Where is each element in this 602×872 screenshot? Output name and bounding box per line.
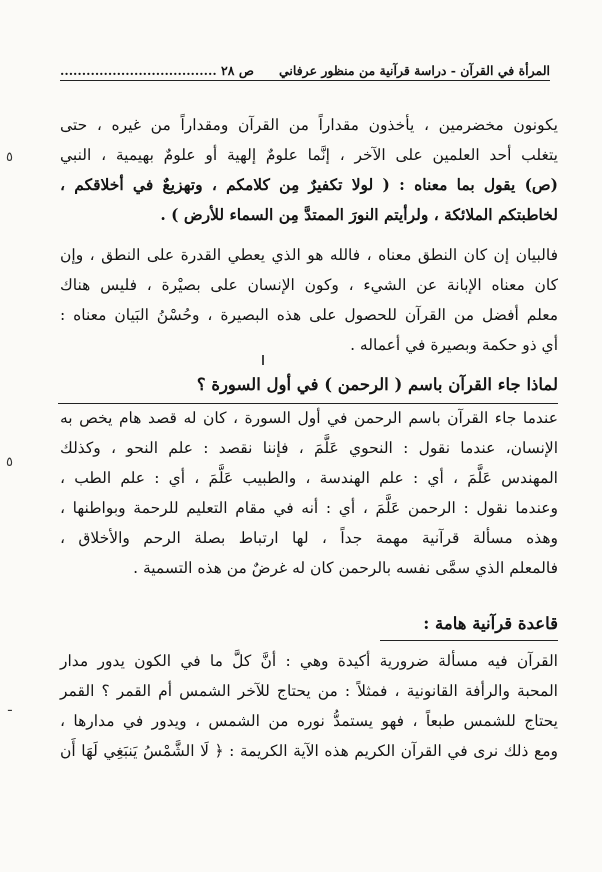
text-line: ومع ذلك نرى في القرآن الكريم هذه الآية الكريمة : ﴿ لَا الشَّمْسُ يَنبَغِي لَهَا أَن [60, 742, 558, 760]
book-title: المرأة في القرآن - دراسة قرآنية من منظور عرفاني [279, 63, 550, 78]
text-line: كان معناه الإبانة عن الشيء ، وكون الإنسان على بصيْرة ، فليس هناك [60, 276, 558, 294]
text-line: فالبيان إن كان النطق معناه ، فالله هو الذي يعطي القدرة على النطق ، وإن [60, 246, 558, 264]
print-mark [262, 355, 264, 365]
text-line: وعندما نقول : الرحمن عَلَّمَ ، أي : أنه في مقام التعليم للرحمة وبواطنها ، [60, 499, 558, 517]
text-line: وهذه مسألة قرآنية مهمة جداً ، لها ارتباط بصلة الرحم والأخلاق ، [60, 529, 558, 547]
paragraph-1 [60, 110, 558, 230]
text-line: المهندس عَلَّمَ ، أي : علم الهندسة ، والطبيب عَلَّمَ ، أي : علم الطب ، [60, 469, 558, 487]
text-line: أي ذو حكمة وبصيرة في أعماله . [350, 336, 558, 354]
text-line: الإنسان، عندما نقول : النحوي عَلَّمَ ، فإننا نقصد : علم النحو ، وكذلك [60, 439, 558, 457]
text-line: لخاطبتكم الملائكة ، ولرأيتم النورَ الممتدَّ مِن السماء للأرض ) . [160, 205, 558, 224]
margin-mark: ٥ [6, 455, 13, 470]
running-header [60, 52, 550, 78]
text-line: يتغلب أحد العلمين على الآخر ، إنَّما علومٌ إلهية أو علومٌ بهيمية ، النبي [60, 146, 558, 164]
paragraph-2 [60, 240, 558, 360]
text-line: معلم أفضل من القرآن للحصول على هذه البصيرة ، وحُسْنُ البَيان معناه : [60, 306, 558, 324]
page-number: ص ٢٨ .................................... [60, 63, 254, 78]
margin-mark: ـ [8, 700, 12, 715]
margin-mark: ٥ [6, 150, 13, 165]
text-line: يحتاج للشمس طبعاً ، فهو يستمدُّ نوره من الشمس ، ويدور في مدارها ، [60, 712, 558, 730]
text-line: (ص) يقول بما معناه : ( لولا تكفيرٌ مِن كلامكم ، وتهزيعٌ في أخلاقكم ، [60, 175, 558, 194]
section-heading: لماذا جاء القرآن باسم ( الرحمن ) في أول السورة ؟ [196, 375, 558, 394]
text-line: القرآن فيه مسألة ضرورية أكيدة وهي : أنَّ كلَّ ما في الكون يدور مدار [60, 652, 558, 670]
paragraph-3 [60, 403, 558, 583]
text-line: المحبة والرأفة القانونية ، فمثلاً : من يحتاج للآخر الشمس أم القمر ؟ القمر [60, 682, 558, 700]
text-line: فالمعلم الذي سمَّى نفسه بالرحمن كان له غرضٌ من هذه التسمية . [133, 559, 558, 577]
heading-rule [380, 640, 558, 641]
text-line: يكونون مخضرمين ، يأخذون مقداراً من القرآن ومقداراً من غيره ، حتى [60, 116, 558, 134]
paragraph-4 [60, 646, 558, 766]
header-rule [60, 80, 550, 81]
text-line: عندما جاء القرآن باسم الرحمن في أول السورة ، كان له قصد هام يخص به [60, 409, 558, 427]
section-heading: قاعدة قرآنية هامة : [423, 614, 558, 633]
